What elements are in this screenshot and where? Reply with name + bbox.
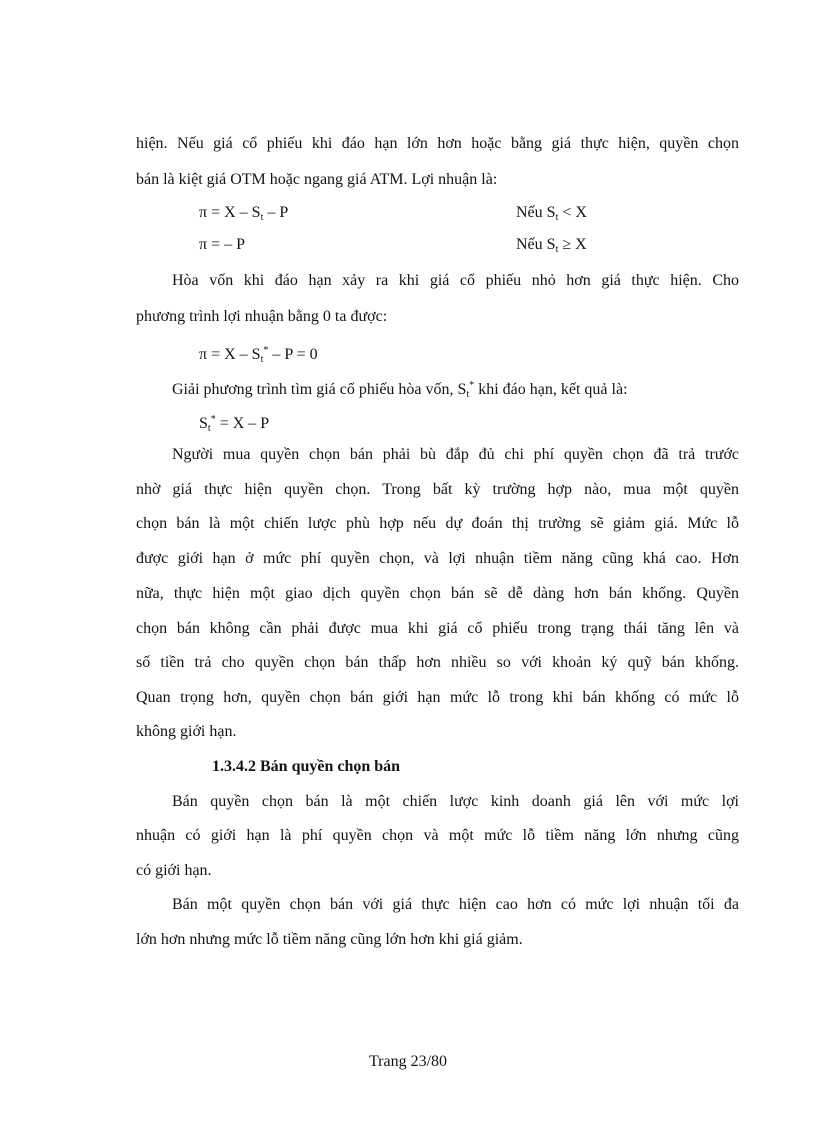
page-number: Trang 23/80 xyxy=(368,1053,448,1070)
paragraph-4-line-9: không giới hạn. xyxy=(136,723,237,740)
formula-4: $S_t^* = X - P$ xyxy=(199,414,270,434)
section-heading: 1.3.4.2 Bán quyền chọn bán xyxy=(212,758,401,775)
paragraph-2-line-1: Hòa vốn khi đáo hạn xảy ra khi giá cổ phiếu nhỏ hơn giá thực hiện. Cho xyxy=(172,272,739,289)
paragraph-4-line-8: Quan trọng hơn, quyền chọn bán giới hạn mức lỗ trong khi bán khống có mức lỗ xyxy=(136,689,739,706)
formula-row-1 xyxy=(0,204,816,224)
formula-2-condition: Nếu $S_t \ge X$ xyxy=(516,236,587,255)
paragraph-2-line-2: phương trình lợi nhuận bằng 0 ta được: xyxy=(136,308,388,325)
paragraph-4-line-6: chọn bán không cần phải được mua khi giá cổ phiếu trong trạng thái tăng lên và xyxy=(136,620,739,637)
formula-3: $\pi = X - S_t^* - P = 0$ xyxy=(199,345,318,365)
paragraph-4-line-3: chọn bán là một chiến lược phù hợp nếu dự đoán thị trường sẽ giảm giá. Mức lỗ xyxy=(136,515,739,532)
formula-row-2 xyxy=(0,236,816,256)
paragraph-4-line-2: nhờ giá thực hiện quyền chọn. Trong bất kỳ trường hợp nào, mua một quyền xyxy=(136,481,739,498)
paragraph-5-line-1: Bán quyền chọn bán là một chiến lược kinh doanh giá lên với mức lợi xyxy=(172,793,739,810)
paragraph-4-line-7: số tiền trả cho quyền chọn bán thấp hơn nhiều so với khoản ký quỹ bán khống. xyxy=(136,654,739,671)
paragraph-3: Giải phương trình tìm giá cổ phiếu hòa vốn, $S_t^*$ khi đáo hạn, kết quả là: xyxy=(172,380,628,400)
paragraph-6-line-2: lớn hơn nhưng mức lỗ tiềm năng cũng lớn hơn khi giá giảm. xyxy=(136,931,523,948)
paragraph-5-line-3: có giới hạn. xyxy=(136,862,212,879)
paragraph-1-line-2: bán là kiệt giá OTM hoặc ngang giá ATM. Lợi nhuận là: xyxy=(136,171,498,188)
formula-1-condition: Nếu $S_t < X$ xyxy=(516,204,587,223)
paragraph-4-line-5: nữa, thực hiện một giao dịch quyền chọn bán sẽ dễ dàng hơn bán khống. Quyền xyxy=(136,585,739,602)
paragraph-4-line-1: Người mua quyền chọn bán phải bù đắp đủ chi phí quyền chọn đã trả trước xyxy=(172,446,739,463)
paragraph-6-line-1: Bán một quyền chọn bán với giá thực hiện cao hơn có mức lợi nhuận tối đa xyxy=(172,896,739,913)
paragraph-1-line-1: hiện. Nếu giá cổ phiếu khi đáo hạn lớn hơn hoặc bằng giá thực hiện, quyền chọn xyxy=(136,135,739,152)
formula-1-expression: $\pi = X - S_t - P$ xyxy=(199,204,289,223)
paragraph-5-line-2: nhuận có giới hạn là phí quyền chọn và một mức lỗ tiềm năng lớn nhưng cũng xyxy=(136,827,739,844)
formula-2-expression: π = – P xyxy=(199,236,245,253)
paragraph-4-line-4: được giới hạn ở mức phí quyền chọn, và lợi nhuận tiềm năng cũng khá cao. Hơn xyxy=(136,550,739,567)
